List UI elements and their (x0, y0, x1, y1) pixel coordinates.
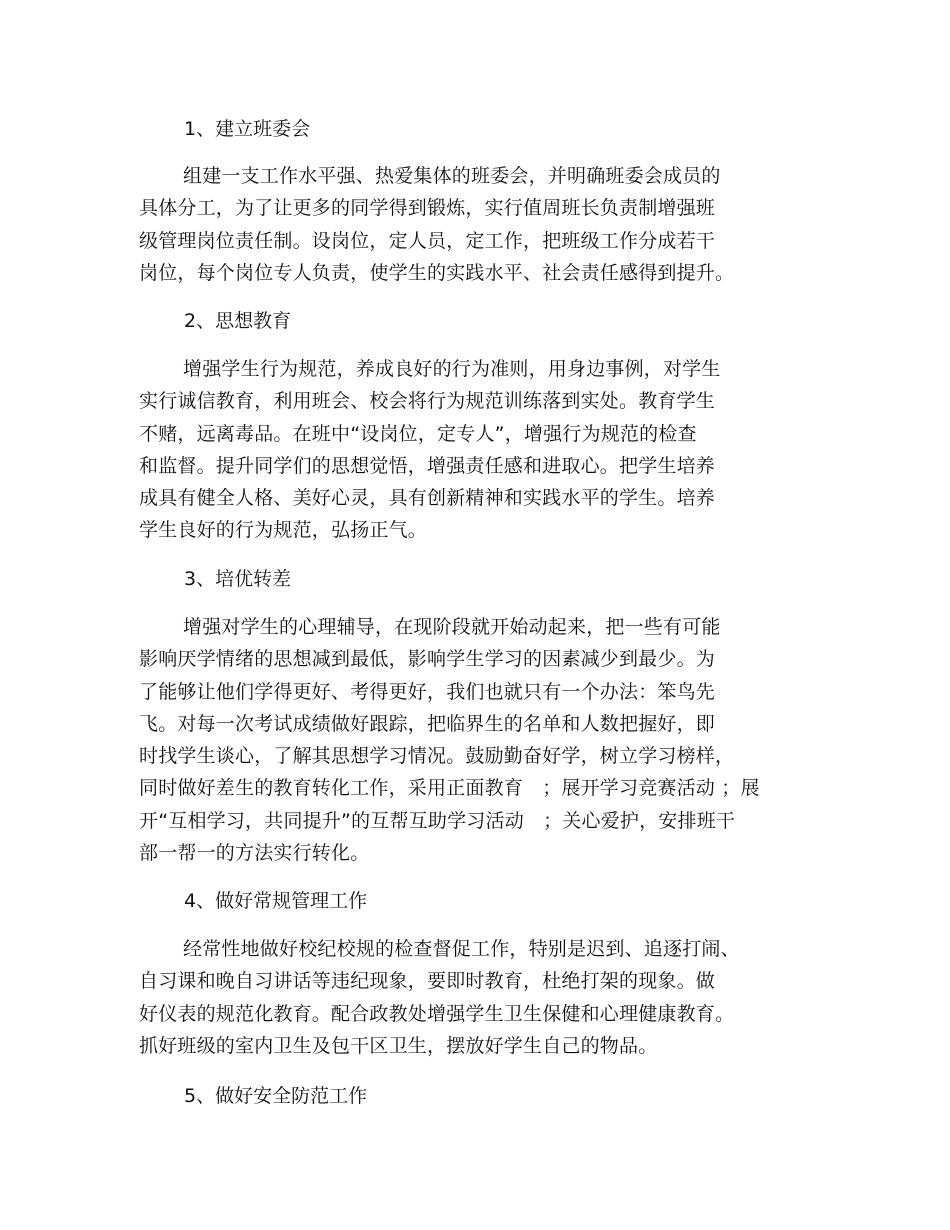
section-1-heading: 1、建立班委会 (184, 118, 311, 140)
paragraph-line: 级管理岗位责任制。设岗位，定人员，定工作，把班级工作分成若干 (139, 229, 716, 252)
paragraph-line: 成具有健全人格、美好心灵，具有创新精神和实践水平的学生。培养 (139, 487, 716, 510)
paragraph-line: 同时做好差生的教育转化工作，采用正面教育 ；展开学习竞赛活动 ；展 (139, 777, 760, 800)
paragraph-line: 开“互相学习，共同提升”的互帮互助学习活动 ；关心爱护，安排班干 (139, 809, 736, 832)
paragraph-line: 学生良好的行为规范，弘扬正气。 (139, 519, 428, 542)
section-5-heading: 5、做好安全防范工作 (184, 1085, 368, 1107)
paragraph-line: 组建一支工作水平强、热爱集体的班委会，并明确班委会成员的 (183, 165, 721, 187)
paragraph-line: 经常性地做好校纪校规的检查督促工作，特别是迟到、追逐打闹、 (183, 938, 740, 960)
section-3-paragraph (139, 611, 799, 869)
paragraph-line: 抓好班级的室内卫生及包干区卫生，摆放好学生自己的物品。 (139, 1034, 658, 1057)
paragraph-line: 部一帮一的方法实行转化。 (139, 842, 370, 865)
section-1-paragraph (139, 160, 799, 289)
paragraph-line: 飞。对每一次考试成绩做好跟踪，把临界生的名单和人数把握好，即 (139, 712, 716, 735)
section-4-paragraph (139, 933, 799, 1062)
paragraph-line: 时找学生谈心，了解其思想学习情况。鼓励勤奋好学，树立学习榜样， (139, 745, 735, 768)
paragraph-line: 具体分工，为了让更多的同学得到锻炼，实行值周班长负责制增强班 (139, 197, 716, 220)
paragraph-line: 岗位，每个岗位专人负责，使学生的实践水平、社会责任感得到提升。 (139, 261, 735, 284)
paragraph-line: 不赌，远离毒品。在班中“设岗位，定专人”，增强行为规范的检查 (139, 422, 697, 445)
paragraph-line: 影响厌学情绪的思想减到最低，影响学生学习的因素减少到最少。为 (139, 648, 716, 671)
section-2-paragraph (139, 353, 799, 547)
paragraph-line: 增强对学生的心理辅导，在现阶段就开始动起来，把一些有可能 (183, 616, 721, 638)
paragraph-line: 了能够让他们学得更好、考得更好，我们也就只有一个办法：笨鸟先 (139, 680, 716, 703)
paragraph-line: 和监督。提升同学们的思想觉悟，增强责任感和进取心。把学生培养 (139, 454, 716, 477)
paragraph-line: 自习课和晚自习讲话等违纪现象，要即时教育，杜绝打架的现象。做 (139, 970, 716, 993)
paragraph-line: 增强学生行为规范，养成良好的行为准则，用身边事例，对学生 (183, 358, 721, 380)
paragraph-line: 好仪表的规范化教育。配合政教处增强学生卫生保健和心理健康教育。 (139, 1002, 735, 1025)
paragraph-line: 实行诚信教育，利用班会、校会将行为规范训练落到实处。教育学生 (139, 390, 716, 413)
section-2-heading: 2、思想教育 (184, 310, 292, 332)
section-3-heading: 3、培优转差 (184, 568, 292, 590)
section-4-heading: 4、做好常规管理工作 (184, 890, 368, 912)
